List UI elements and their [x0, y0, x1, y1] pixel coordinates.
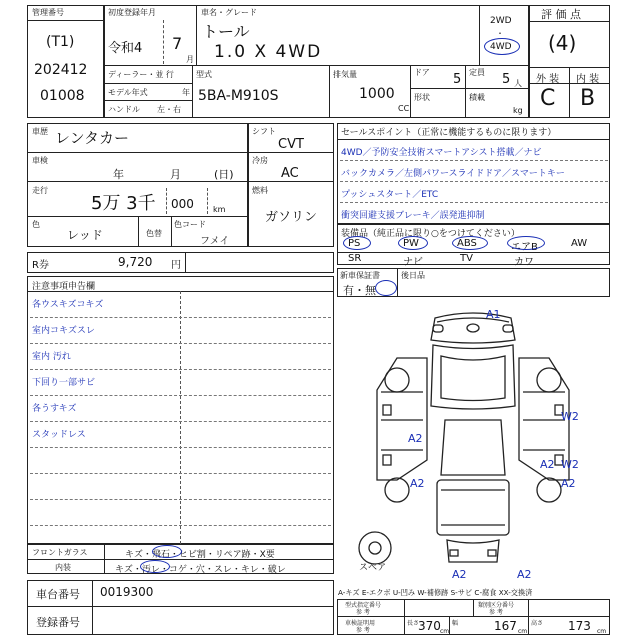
len-unit: cm [440, 628, 450, 635]
sales-line-2: バックカメラ／左側パワースライドドア／スマートキー [341, 169, 565, 179]
note-3: 室内 汚れ [32, 352, 71, 362]
spare-label: スペア [359, 563, 387, 573]
warranty-circle [375, 280, 397, 296]
door-label: ドア [414, 68, 430, 77]
note-row-line [30, 317, 331, 318]
len-value: 370 [418, 619, 441, 633]
wid-label: 幅 [452, 620, 459, 627]
note-4: 下回り一部サビ [32, 378, 96, 388]
equip-abs-circle [452, 236, 488, 250]
mgmt-label: 管理番号 [32, 8, 64, 17]
drive-dot: ・ [496, 29, 504, 38]
recycle-value: 9,720 [118, 255, 153, 269]
recycle-label: R券 [32, 260, 49, 271]
cert-label: 車検証明用 [345, 620, 376, 627]
note-6: スタッドレス [32, 430, 86, 440]
diag-a2-left-low: A2 [410, 477, 425, 490]
aircon-value: AC [281, 166, 299, 181]
manual-label: 後日品 [401, 271, 425, 280]
note-row-line [30, 369, 331, 370]
inspection-y: 年 [113, 168, 124, 181]
ext-grade: C [540, 86, 556, 111]
warranty-value: 有・無 [343, 284, 376, 297]
load-unit: kg [513, 106, 523, 115]
note-row-line [30, 447, 331, 448]
color-change: 色替 [146, 229, 162, 238]
cap-label: 定員 [469, 68, 485, 77]
cat-ref-label: 参 考 [489, 609, 503, 616]
drive-4wd-circle [484, 38, 520, 55]
cat-no-label: 類別区分番号 [478, 602, 515, 609]
inspection-label: 車検 [32, 156, 48, 165]
wid-value: 167 [494, 619, 517, 633]
regno-label: 登録番号 [36, 616, 80, 629]
load-label: 積載 [469, 93, 485, 102]
mgmt-v2: 202412 [34, 62, 88, 78]
hei-label: 高さ [531, 620, 544, 627]
equip-aw: AW [571, 238, 588, 249]
sales-line-3: プッシュスタート／ETC [341, 190, 439, 200]
reg-month-unit: 月 [186, 55, 194, 64]
shape-label: 形状 [414, 93, 430, 102]
handle-lr: 左・右 [157, 105, 181, 114]
notes-label: 注意事項申告欄 [32, 282, 96, 292]
note-2: 室内コキズスレ [32, 326, 95, 336]
cert-ref-label: 参 考 [356, 627, 370, 634]
diag-w2-right-top: W2 [561, 410, 579, 423]
front-glass-text: キズ・飛石・ヒビ割・リペア跡・X要 [125, 550, 275, 560]
handle-label: ハンドル [108, 105, 140, 114]
len-label: 長さ [407, 620, 420, 627]
note-row-line [30, 395, 331, 396]
ext-label: 外 装 [536, 74, 560, 85]
color-value: レッド [67, 228, 103, 242]
mileage-sub: 000 [171, 197, 194, 211]
model-year-label: モデル年式 [108, 88, 148, 97]
equip-pw-circle [398, 236, 428, 250]
mileage-unit: km [213, 205, 226, 214]
diag-a2-bottom-left: A2 [452, 568, 467, 581]
color-label: 色 [32, 220, 40, 229]
note-row-line [30, 421, 331, 422]
equip-airbag: エアB [511, 242, 538, 253]
diag-a2-right-low: A2 [561, 477, 576, 490]
inspection-d: (日) [214, 168, 234, 181]
aircon-label: 冷房 [252, 156, 268, 165]
equip-ps: PS [348, 238, 361, 249]
door-value: 5 [453, 72, 462, 87]
chassis-value: 0019300 [100, 585, 154, 599]
type-label: 型式 [196, 70, 212, 79]
equip-tv: TV [460, 253, 473, 264]
equip-sr: SR [348, 253, 362, 264]
cap-unit: 人 [514, 79, 522, 88]
spec-no-label: 型式指定番号 [345, 602, 382, 609]
hei-value: 173 [568, 619, 591, 633]
legend: A-キズ E-エクボ U-凹み W-補修跡 S-サビ C-腐食 XX-交換済 [338, 588, 533, 597]
model-year-unit: 年 [182, 88, 190, 97]
front-glass-label: フロントガラス [32, 548, 88, 557]
note-row-line [30, 343, 331, 344]
cap-value: 5 [502, 72, 511, 87]
fuel-label: 燃料 [252, 186, 268, 195]
car-damage-diagram [337, 300, 610, 583]
reg-era: 令和4 [108, 41, 143, 56]
glass-circle [152, 545, 182, 558]
car-grade: 1.0 X 4WD [214, 42, 323, 62]
shift-label: シフト [252, 127, 276, 136]
spec-ref-label: 参 考 [356, 609, 370, 616]
mileage-value: 5万 3千 [91, 193, 156, 214]
interior-circle [140, 560, 170, 573]
sales-line-1: 4WD／予防安全技術スマートアシスト搭載／ナビ [341, 148, 542, 158]
car-name: トール [202, 22, 250, 41]
interior-label: 内装 [55, 563, 71, 572]
reg-month: 7 [172, 34, 183, 53]
drive-2wd: 2WD [490, 16, 512, 26]
color-code: フメイ [200, 236, 230, 247]
equip-leather: カワ [514, 257, 534, 268]
equip-ps-circle [343, 236, 371, 250]
inspection-m: 月 [170, 168, 181, 181]
diag-a1: A1 [486, 308, 501, 321]
grade-label: 評 価 点 [541, 8, 581, 21]
history-value: レンタカー [55, 129, 130, 147]
note-5: 各うすキズ [32, 404, 77, 414]
shift-value: CVT [278, 137, 304, 152]
sales-line-4: 衝突回避支援ブレーキ／誤発進抑制 [341, 211, 485, 221]
diag-w2-right-mid: W2 [561, 458, 579, 471]
disp-label: 排気量 [333, 70, 357, 79]
diag-a2-bottom-right: A2 [517, 568, 532, 581]
diag-a2-right-mid: A2 [540, 458, 555, 471]
note-1: 各ウスキズコキズ [32, 300, 104, 310]
dealer-label: ディーラー・並 行 [108, 70, 174, 79]
type-value: 5BA-M910S [198, 88, 279, 104]
history-label: 車歴 [32, 127, 48, 136]
note-row-line [30, 499, 331, 500]
equip-pw: PW [403, 238, 419, 249]
hei-unit: cm [597, 628, 607, 635]
recycle-unit: 円 [171, 260, 181, 271]
note-row-line [30, 525, 331, 526]
int-label: 内 装 [576, 74, 600, 85]
int-grade: B [580, 86, 596, 111]
reg-label: 初度登録年月 [108, 8, 156, 17]
mgmt-v1: (T1) [46, 34, 75, 50]
note-row-line [30, 473, 331, 474]
disp-unit: CC [398, 104, 410, 113]
mgmt-v3: 01008 [40, 88, 85, 104]
sales-label: セールスポイント（正常に機能するものに限ります） [341, 128, 557, 138]
equip-label: 装備品（純正品に限り○をつけてください） [341, 229, 520, 239]
fuel-value: ガソリン [265, 210, 318, 225]
disp-value: 1000 [359, 86, 395, 102]
warranty-label: 新車保証書 [340, 271, 380, 280]
wid-unit: cm [518, 628, 528, 635]
drive-4wd: 4WD [490, 42, 512, 52]
color-code-label: 色コード [174, 220, 206, 229]
grade-score: (4) [548, 31, 577, 55]
chassis-label: 車台番号 [36, 588, 80, 601]
equip-abs: ABS [457, 238, 477, 249]
interior-text: キズ・汚レ・コゲ・穴・スレ・キレ・破レ [115, 565, 286, 575]
mileage-label: 走行 [32, 186, 48, 195]
car-label: 車名・グレード [201, 8, 257, 17]
equip-navi: ナビ [403, 257, 423, 268]
diag-a2-left: A2 [408, 432, 423, 445]
equip-airbag-circle [507, 236, 545, 250]
